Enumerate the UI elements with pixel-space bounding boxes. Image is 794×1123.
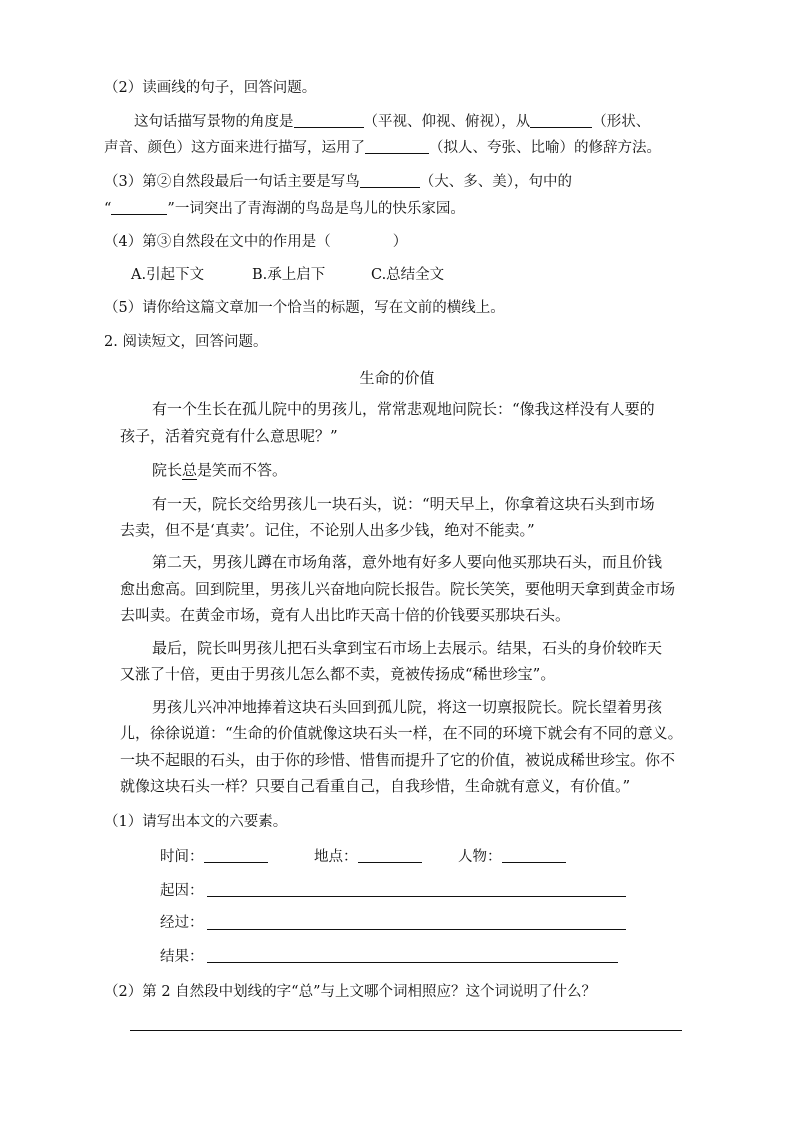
passage-p6-line4: 就像这块石头一样？只要自己看重自己，自我珍惜，生命就有意义，有价值。” [120,777,631,795]
answer-blank[interactable] [360,172,420,188]
passage-p1-line1: 有一个生长在孤儿院中的男孩儿，常常悲观地问院长：“像我这样没有人要的 [152,400,655,418]
q1-sub3-line1 [104,172,572,192]
q1-sub3-text-b: （大、多、美），句中的 [419,174,572,190]
answer-blank[interactable] [111,199,167,215]
q1-sub4-option-a: A.引起下文 [131,267,205,283]
place-blank[interactable] [358,847,422,863]
underlined-word: 总 [182,461,198,479]
q1-sub3-text-a: （3）第②自然段最后一句话主要是写鸟 [104,174,360,190]
q2-sub2-answer-line[interactable] [130,1030,682,1031]
passage-p2-a: 院长 [152,461,183,479]
passage-p1-line2: 孩子，活着究竟有什么意思呢？” [120,427,338,445]
cause-answer-line[interactable] [207,896,626,897]
q1-sub2-label: （2）读画线的句子，回答问题。 [104,80,317,96]
person-blank[interactable] [502,847,566,863]
q1-sub3-line2 [104,199,465,219]
passage-p2 [152,460,287,480]
answer-blank[interactable] [530,112,592,128]
passage-title: 生命的价值 [359,369,435,387]
person-label: 人物： [458,849,502,865]
q1-sub2-line1 [134,112,650,132]
q1-sub2-text-d: 声音、颜色）这方面来进行描写，运用了 [104,140,365,156]
passage-p5-line1: 最后，院长叫男孩儿把石头拿到宝石市场上去展示。结果，石头的身价较昨天 [152,639,663,657]
q2-sub1-label: （1）请写出本文的六要素。 [104,814,288,830]
person-field [458,847,566,867]
passage-p6-line1: 男孩儿兴冲冲地捧着这块石头回到孤儿院，将这一切禀报院长。院长望着男孩 [152,698,663,716]
q1-sub4-question [104,232,407,252]
q1-sub2-text-a: 这句话描写景物的角度是 [134,114,294,130]
time-field [160,847,268,867]
q1-sub4-text: （4）第③自然段在文中的作用是（ [104,234,331,250]
time-blank[interactable] [204,847,268,863]
passage-p4-line2: 愈出愈高。回到院里，男孩儿兴奋地向院长报告。院长笑笑，要他明天拿到黄金市场 [120,580,676,598]
q1-sub4-option-b: B.承上启下 [252,267,326,283]
passage-p3-line1: 有一天，院长交给男孩儿一块石头，说：“明天早上，你拿着这块石头到市场 [152,495,655,513]
passage-p4-line1: 第二天，男孩儿蹲在市场角落，意外地有好多人要向他买那块石头，而且价钱 [152,553,663,571]
answer-blank[interactable] [294,112,364,128]
q1-sub2-text-c: （形状、 [592,114,651,130]
q1-sub3-text-c: “ [104,201,112,217]
result-label: 结果： [160,949,204,965]
q2-sub2: （2）第 2 自然段中划线的字“总”与上文哪个词相照应？这个词说明了什么？ [104,984,596,1000]
answer-blank[interactable] [365,138,429,154]
process-label: 经过： [160,915,204,931]
time-label: 时间： [160,849,204,865]
q1-sub2-line2 [104,138,661,158]
q2-label: 2. 阅读短文，回答问题。 [104,334,268,350]
result-answer-line[interactable] [207,962,618,963]
passage-p6-line2: 儿，徐徐说道：“生命的价值就像这块石头一样，在不同的环境下就会有不同的意义。 [120,724,683,742]
q1-sub3-text-d: ”一词突出了青海湖的鸟岛是鸟儿的快乐家园。 [167,201,465,217]
passage-p5-line2: 又涨了十倍，更由于男孩儿怎么都不卖，竟被传扬成“稀世珍宝”。 [120,665,556,683]
q1-sub5: （5）请你给这篇文章加一个恰当的标题，写在文前的横线上。 [104,300,505,316]
passage-p2-b: 是笑而不答。 [197,461,288,479]
place-field [314,847,422,867]
passage-p4-line3: 去叫卖。在黄金市场，竟有人出比昨天高十倍的价钱要买那块石头。 [120,606,571,624]
q1-sub2-text-b: （平视、仰视、俯视），从 [363,114,531,130]
q1-sub4-option-c: C.总结全文 [371,267,445,283]
q1-sub4-close: ） [392,234,408,250]
q1-sub2-text-e: （拟人、夸张、比喻）的修辞方法。 [429,140,661,156]
process-answer-line[interactable] [207,929,626,930]
place-label: 地点： [314,849,358,865]
passage-p6-line3: 一块不起眼的石头，由于你的珍惜、惜售而提升了它的价值，被说成稀世珍宝。你不 [120,751,676,769]
cause-label: 起因： [160,883,204,899]
passage-p3-line2: 去卖，但不是‘真卖’。记住，不论别人出多少钱，绝对不能卖。” [120,521,535,539]
